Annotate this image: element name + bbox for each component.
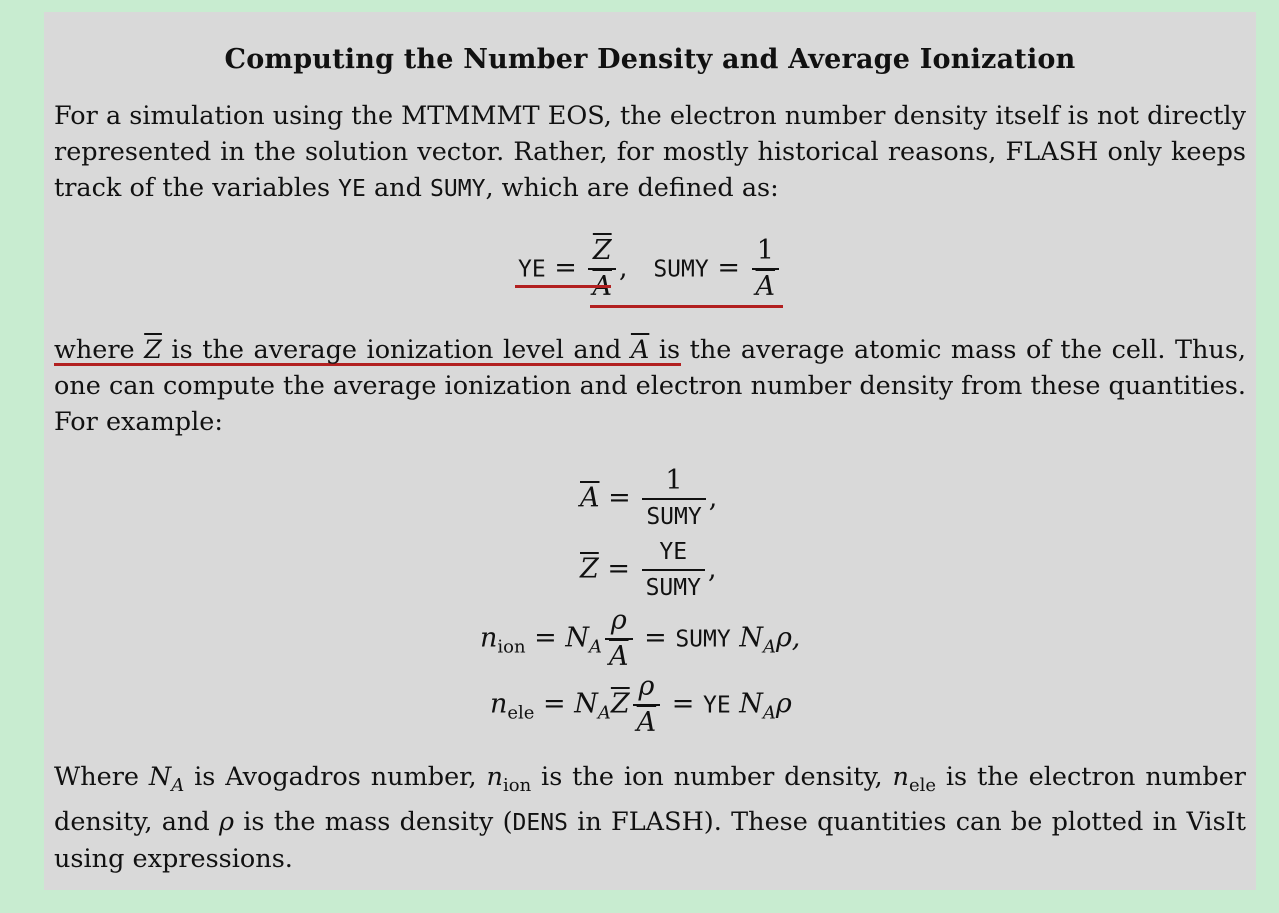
lhs-abar: $\overline{A}$ xyxy=(580,482,600,514)
l3-code: SUMY xyxy=(675,626,731,653)
l2-denominator: SUMY xyxy=(642,569,705,605)
l2-comma: , xyxy=(707,553,717,585)
fraction-l1 xyxy=(642,464,705,534)
eq-sign-l2: = xyxy=(607,553,630,585)
numerator-one: 1 xyxy=(756,235,774,266)
close-na-sub: A xyxy=(171,775,185,796)
equation-abar xyxy=(580,464,717,534)
code-sumy: SUMY xyxy=(430,176,486,202)
close-nele: n xyxy=(892,762,909,792)
code-dens: DENS xyxy=(512,810,568,836)
intro-text-1: For a simulation using the MTMMMT EOS, the electron number density itself is not directly represented in the solution vector. Rather, for mostly historical reasons, FLASH only keeps track of the variables xyxy=(54,101,1246,203)
eq-sign-l3: = xyxy=(534,622,557,654)
fraction-z-over-a xyxy=(588,234,616,304)
eq-sign-l1: = xyxy=(608,482,631,514)
explanation-paragraph xyxy=(54,332,1246,440)
fraction-l2 xyxy=(642,535,705,605)
l1-numerator: 1 xyxy=(665,465,683,496)
l4-n: n xyxy=(490,688,508,720)
l3-denominator: A xyxy=(605,638,633,674)
l4-rest: N xyxy=(739,688,763,720)
expl-zbar: $\overline{Z}$ xyxy=(144,335,162,365)
intro-paragraph xyxy=(54,98,1246,207)
close-text-6: in FLASH). These quantities can be plotted in VisIt using expressions. xyxy=(54,807,1246,874)
l4-na-sub: A xyxy=(597,702,611,724)
content-panel xyxy=(44,12,1256,890)
l3-n: n xyxy=(480,622,498,654)
l4-code: YE xyxy=(702,692,731,719)
eq-sign-l4b: = xyxy=(671,688,695,720)
equation-nele xyxy=(490,670,792,740)
section-title: Computing the Number Density and Average Ionization xyxy=(224,44,1076,75)
l1-denominator: SUMY xyxy=(642,498,705,534)
close-rho: ρ xyxy=(218,807,234,837)
fraction-l4 xyxy=(633,670,661,740)
eq-ye: YE xyxy=(517,256,546,283)
l3-na-sub: A xyxy=(589,636,603,658)
l3-rest: N xyxy=(739,622,763,654)
l4-zbar: $\overline{Z}$ xyxy=(610,688,630,720)
definition-equation xyxy=(44,234,1256,304)
l4-numerator: ρ xyxy=(638,671,655,702)
eq-comma: , xyxy=(618,252,628,284)
intro-text-2: and xyxy=(365,173,431,203)
l4-denominator: A xyxy=(633,704,661,740)
l4-sub: ele xyxy=(507,702,535,724)
equation-zbar xyxy=(580,535,717,605)
annotation-underline-ye xyxy=(515,285,611,288)
l3-numerator: ρ xyxy=(610,605,627,636)
code-ye: YE xyxy=(338,176,366,202)
l3-na: N xyxy=(565,622,590,654)
eq-sign-2: = xyxy=(717,252,740,284)
close-text-5: is the mass density ( xyxy=(233,807,513,837)
denominator-abar-2: A xyxy=(752,268,780,304)
eq-sumy: SUMY xyxy=(653,256,709,283)
close-text-3: is the ion number density, xyxy=(531,762,893,792)
annotation-underline-sumy xyxy=(590,305,783,308)
close-text-4: is the electron number density, and xyxy=(54,762,1246,837)
eq-sign-l3b: = xyxy=(644,622,667,654)
l4-rest-sub: A xyxy=(762,702,776,724)
expl-text-3: is the average atomic mass of the cell. Thus, one can compute the average ionization and electron number density from these quantities. For example: xyxy=(54,335,1247,437)
closing-paragraph xyxy=(54,759,1246,877)
close-nion: n xyxy=(486,762,503,792)
l4-rho: ρ xyxy=(775,688,792,720)
close-na: N xyxy=(148,762,172,792)
expl-abar: $\overline{A}$ xyxy=(630,335,650,365)
eq-sign-l4: = xyxy=(543,688,566,720)
lhs-zbar: $\overline{Z}$ xyxy=(580,553,599,585)
close-nele-sub: ele xyxy=(908,775,936,796)
fraction-l3 xyxy=(605,604,633,674)
expl-text-1: where xyxy=(54,335,145,365)
close-text-2: is Avogadros number, xyxy=(184,762,487,792)
fraction-one-over-a xyxy=(752,234,780,304)
numerator-zbar: $\overline{Z}$ xyxy=(592,235,612,266)
close-nion-sub: ion xyxy=(502,775,532,796)
close-text-1: Where xyxy=(54,762,149,792)
l1-comma: , xyxy=(708,482,718,514)
l3-rest-sub: A xyxy=(762,636,776,658)
equation-nion xyxy=(480,604,800,674)
intro-text-3: , which are defined as: xyxy=(485,173,779,203)
eq-sign: = xyxy=(554,252,577,284)
expl-text-2: is the average ionization level and xyxy=(161,335,631,365)
l3-rho: ρ, xyxy=(775,622,801,654)
l4-na: N xyxy=(574,688,598,720)
l3-sub: ion xyxy=(497,636,526,658)
l2-numerator: YE xyxy=(659,539,688,565)
